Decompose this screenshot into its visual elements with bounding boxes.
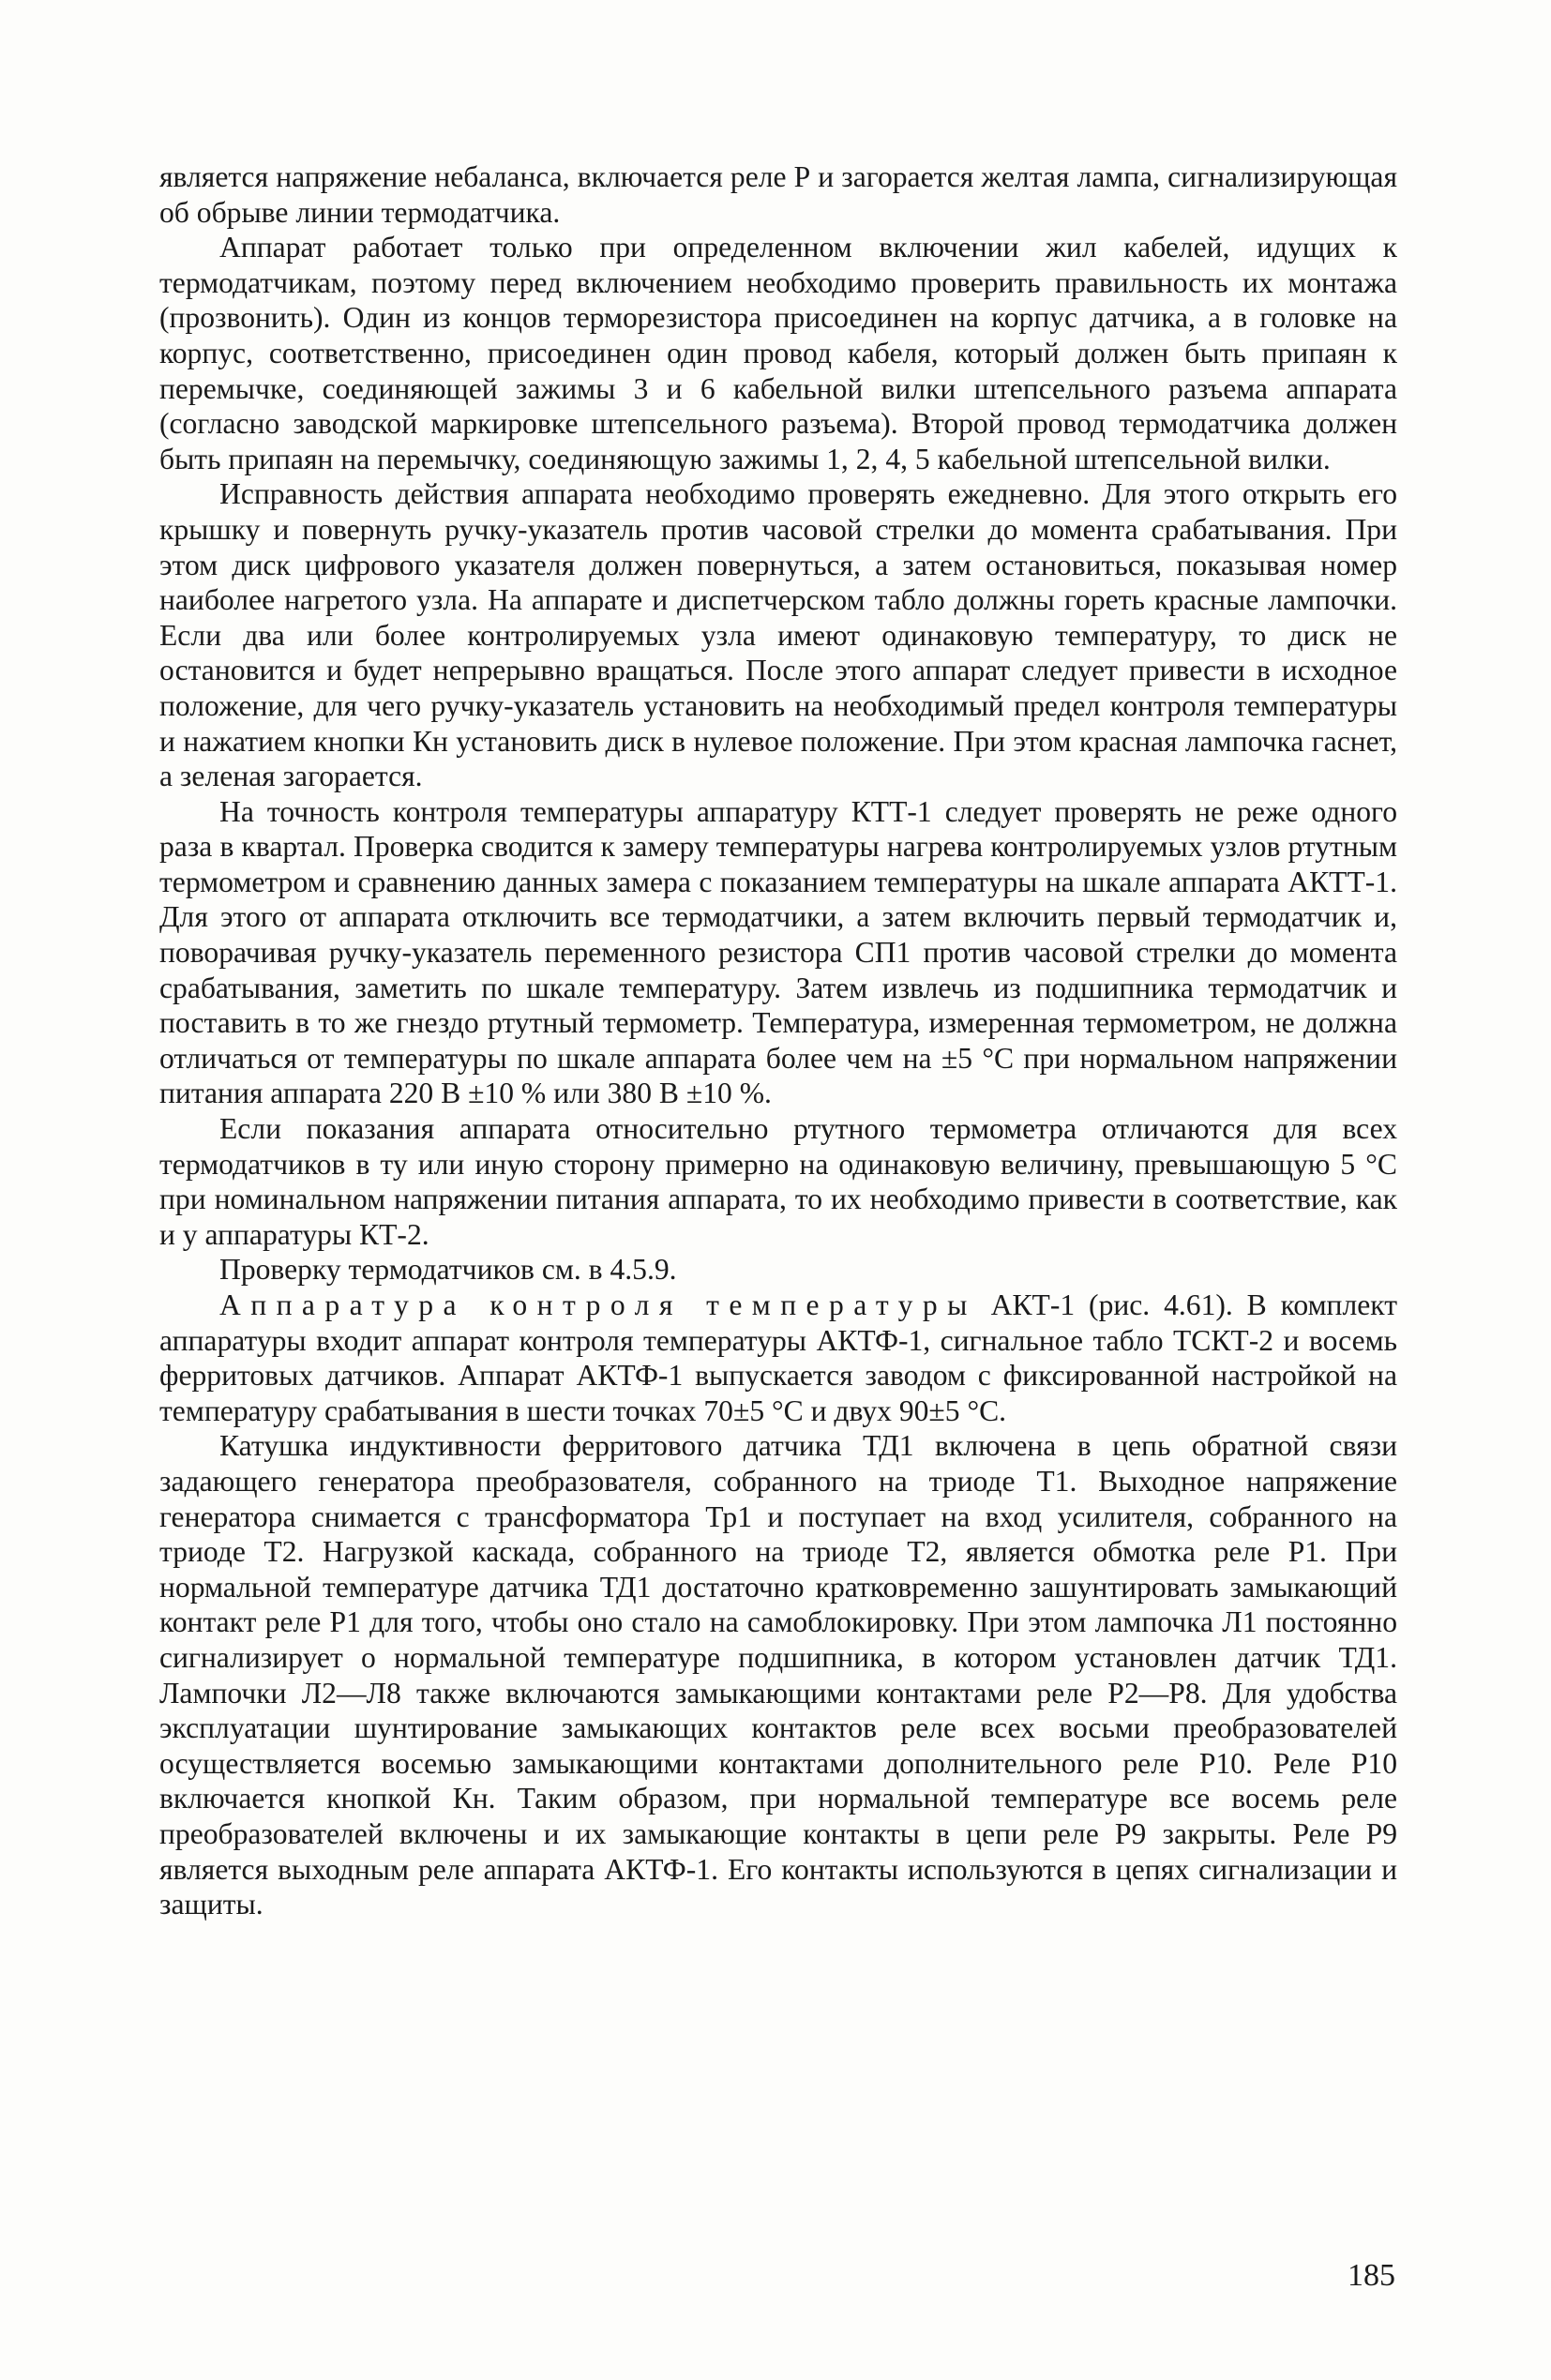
paragraph-akt1-text: АКТ-1 (рис. 4.61). В комплект аппаратуры входит аппарат контроля температуры АКТФ-1, сигнальное табло ТСКТ-2 и восемь ферритовых датчиков. Аппарат АКТФ-1 выпускается заводом с фиксированной настройкой на температуру срабатывания в шести точках 70±5 °С и двух 90±5 °С. [159,1288,1397,1427]
paragraph-continuation: является напряжение небаланса, включается реле Р и загорается желтая лампа, сигнализирующая об обрыве линии термодатчика. [159,160,1397,229]
section-run-in-heading: Аппаратура контроля температуры [219,1288,977,1321]
paragraph-ferrite-sensor: Катушка индуктивности ферритового датчика ТД1 включена в цепь обратной связи задающего генератора преобразователя, собранного на триоде Т1. Выходное напряжение генератора снимается с трансформатора Тр1 и поступает на вход усилителя, собранного на триоде Т2. Нагрузкой каскада, собранного на триоде Т2, является обмотка реле Р1. При нормальной температуре датчика ТД1 достаточно кратковременно зашунтировать замыкающий контакт реле Р1 для того, чтобы оно стало на самоблокировку. При этом лампочка Л1 постоянно сигнализирует о нормальной температуре подшипника, в котором установлен датчик ТД1. Лампочки Л2—Л8 также включаются замыкающими контактами реле Р2—Р8. Для удобства эксплуатации шунтирование замыкающих контактов реле всех восьми преобразователей осуществляется восемью замыкающими контактами дополнительного реле Р10. Реле Р10 включается кнопкой Кн. Таким образом, при нормальной температуре все восемь реле преобразователей включены и их замыкающие контакты в цепи реле Р9 закрыты. Реле Р9 является выходным реле аппарата АКТФ-1. Его контакты используются в цепях сигнализации и защиты. [159,1429,1397,1921]
paragraph-deviation: Если показания аппарата относительно ртутного термометра отличаются для всех термодатчиков в ту или иную сторону примерно на одинаковую величину, превышающую 5 °С при номинальном напряжении питания аппарата, то их необходимо привести в соответствие, как и у аппаратуры КТ-2. [159,1112,1397,1251]
page-number: 185 [1348,2258,1395,2293]
paragraph-accuracy-check: На точность контроля температуры аппаратуру КТТ-1 следует проверять не реже одного раза в квартал. Проверка сводится к замеру температуры нагрева контролируемых узлов ртутным термометром и сравнению данных замера с показанием температуры на шкале аппарата АКТТ-1. Для этого от аппарата отключить все термодатчики, а затем включить первый термодатчик и, поворачивая ручку-указатель переменного резистора СП1 против часовой стрелки до момента срабатывания, заметить по шкале температуру. Затем извлечь из подшипника термодатчик и поставить в то же гнездо ртутный термометр. Температура, измеренная термометром, не должна отличаться от температуры по шкале аппарата более чем на ±5 °С при нормальном напряжении питания аппарата 220 В ±10 % или 380 В ±10 %. [159,794,1397,1110]
paragraph-daily-check: Исправность действия аппарата необходимо проверять ежедневно. Для этого открыть его крышку и повернуть ручку-указатель против часовой стрелки до момента срабатывания. При этом диск цифрового указателя должен повернуться, а затем остановиться, показывая номер наиболее нагретого узла. На аппарате и диспетчерском табло должны гореть красные лампочки. Если два или более контролируемых узла имеют одинаковую температуру, то диск не остановится и будет непрерывно вращаться. После этого аппарат следует привести в исходное положение, для чего ручку-указатель установить на необходимый предел контроля температуры и нажатием кнопки Кн установить диск в нулевое положение. При этом красная лампочка гаснет, а зеленая загорается. [159,477,1397,793]
paragraph-akt1 [159,1288,1397,1428]
body-text [159,159,1397,1922]
paragraph-sensor-check-ref: Проверку термодатчиков см. в 4.5.9. [219,1253,677,1287]
paragraph-wiring: Аппарат работает только при определенном включении жил кабелей, идущих к термодатчикам, поэтому перед включением необходимо проверить правильность их монтажа (прозвонить). Один из концов терморезистора присоединен на корпус датчика, а в головке на корпус, соответственно, присоединен один провод кабеля, который должен быть припаян к перемычке, соединяющей зажимы 3 и 6 кабельной вилки штепсельного разъема аппарата (согласно заводской маркировке штепсельного разъема). Второй провод термодатчика должен быть припаян на перемычку, соединяющую зажимы 1, 2, 4, 5 кабельной штепсельной вилки. [159,231,1397,475]
